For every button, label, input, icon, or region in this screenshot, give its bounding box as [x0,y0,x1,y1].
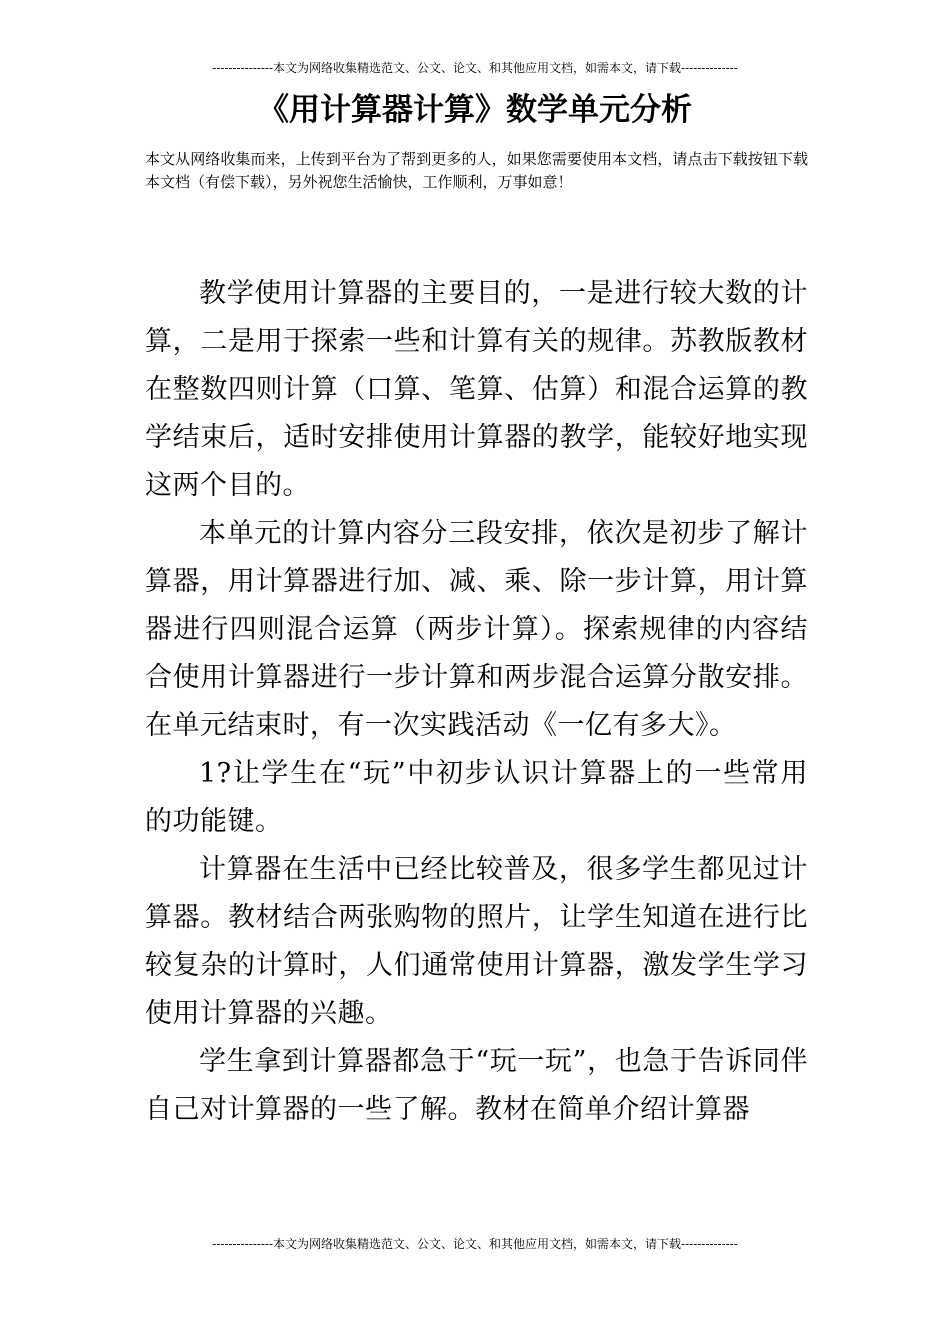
body-paragraph: 本单元的计算内容分三段安排，依次是初步了解计算器，用计算器进行加、减、乘、除一步计算，用计算器进行四则混合运算（两步计算）。探索规律的内容结合使用计算器进行一步计算和两步混合运算分散安排。在单元结束时，有一次实践活动《一亿有多大》。 [145,518,808,741]
body-paragraph: 学生拿到计算器都急于“玩一玩”，也急于告诉同伴自己对计算器的一些了解。教材在简单介绍计算器 [145,1046,808,1125]
body-paragraph: 1?让学生在“玩”中初步认识计算器上的一些常用的功能键。 [145,758,808,837]
body-paragraph: 教学使用计算器的主要目的，一是进行较大数的计算，二是用于探索一些和计算有关的规律。苏教版教材在整数四则计算（口算、笔算、估算）和混合运算的教学结束后，适时安排使用计算器的教学，能较好地实现这两个目的。 [145,278,808,501]
header-banner: ---------------本文为网络收集精选范文、公文、论文、和其他应用文档，如需本文，请下载-------------- [212,61,738,75]
intro-note: 本文从网络收集而来，上传到平台为了帮到更多的人，如果您需要使用本文档，请点击下载按钮下载本文档（有偿下载），另外祝您生活愉快，工作顺利，万事如意！ [145,150,808,191]
footer-banner: ---------------本文为网络收集精选范文、公文、论文、和其他应用文档，如需本文，请下载-------------- [212,1237,738,1251]
body-paragraph: 计算器在生活中已经比较普及，很多学生都见过计算器。教材结合两张购物的照片，让学生知道在进行比较复杂的计算时，人们通常使用计算器，激发学生学习使用计算器的兴趣。 [145,854,808,1029]
page-title: 《用计算器计算》数学单元分析 [258,92,692,128]
document-body [145,270,808,1134]
